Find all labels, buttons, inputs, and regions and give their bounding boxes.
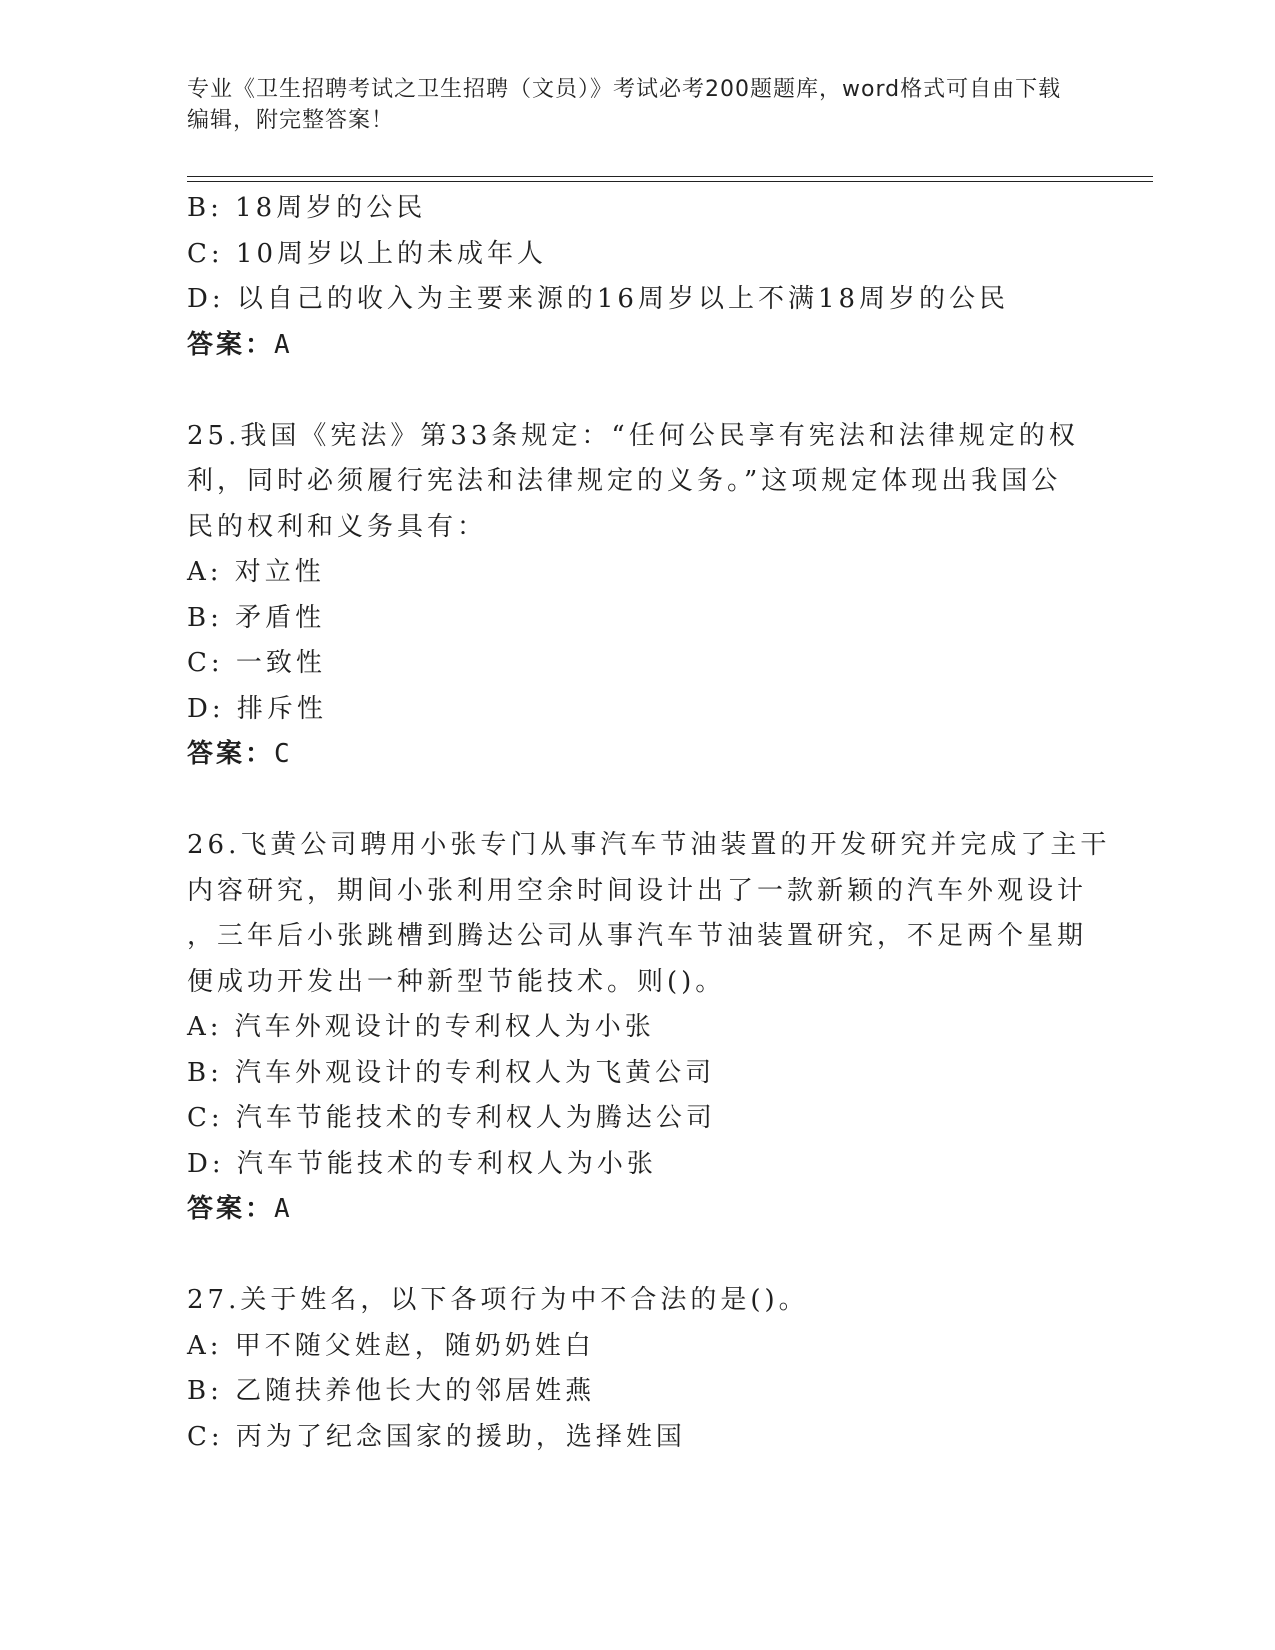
option-d: D: 汽车节能技术的专利权人为小张 <box>187 1148 657 1179</box>
answer-label: 答案： <box>187 329 275 360</box>
question-text-line: 27.关于姓名，以下各项行为中不合法的是()。 <box>187 1285 809 1315</box>
option-b: B: 18周岁的公民 <box>187 193 427 223</box>
question-26 <box>187 823 1111 1233</box>
answer-value: A <box>274 1194 293 1224</box>
option-b: B: 乙随扶养他长大的邻居姓燕 <box>187 1376 596 1406</box>
header-rule-bottom <box>187 181 1153 182</box>
answer-value: C <box>274 739 293 769</box>
question-text-line: 26.飞黄公司聘用小张专门从事汽车节油装置的开发研究并完成了主干 <box>187 830 1111 860</box>
option-c: C: 丙为了纪念国家的援助，选择姓国 <box>187 1421 686 1452</box>
option-c: C: 一致性 <box>187 648 326 678</box>
answer-label: 答案： <box>187 739 275 769</box>
answer-label: 答案： <box>187 1194 275 1224</box>
spacer <box>187 778 1087 824</box>
answer-line <box>187 732 1087 778</box>
option-c: C: 汽车节能技术的专利权人为腾达公司 <box>187 1103 716 1133</box>
spacer <box>187 368 1087 414</box>
question-text-line: 25.我国《宪法》第33条规定：“任何公民享有宪法和法律规定的权 <box>187 420 1079 451</box>
question-text-line: 内容研究，期间小张利用空余时间设计出了一款新颖的汽车外观设计 <box>187 875 1088 906</box>
option-a: A: 对立性 <box>187 557 325 587</box>
option-b: B: 矛盾性 <box>187 602 326 633</box>
question-25 <box>187 414 1087 778</box>
option-d: D: 以自己的收入为主要来源的16周岁以上不满18周岁的公民 <box>187 284 1010 314</box>
answer-line <box>187 1187 1087 1233</box>
question-text-line: 民的权利和义务具有： <box>187 511 488 542</box>
option-a: A: 甲不随父姓赵，随奶奶姓白 <box>187 1330 595 1361</box>
answer-value: A <box>274 329 293 360</box>
option-a: A: 汽车外观设计的专利权人为小张 <box>187 1012 655 1042</box>
spacer <box>187 1233 1087 1279</box>
header-rule-top <box>187 176 1153 177</box>
question-text-line: 便成功开发出一种新型节能技术。则()。 <box>187 966 726 997</box>
answer-line <box>187 323 1087 369</box>
document-header: 专业《卫生招聘考试之卫生招聘（文员）》考试必考200题题库，word格式可自由下载编辑，附完整答案！ <box>187 77 1062 133</box>
option-b: B: 汽车外观设计的专利权人为飞黄公司 <box>187 1057 716 1088</box>
question-content <box>187 186 1111 1460</box>
question-text-line: ，三年后小张跳槽到腾达公司从事汽车节油装置研究，不足两个星期 <box>187 921 1088 951</box>
question-27 <box>187 1278 1087 1460</box>
option-d: D: 排斥性 <box>187 693 327 724</box>
option-c: C: 10周岁以上的未成年人 <box>187 238 548 269</box>
question-text-line: 利，同时必须履行宪法和法律规定的义务。”这项规定体现出我国公 <box>187 466 1062 496</box>
question-24-continued <box>187 186 1087 368</box>
